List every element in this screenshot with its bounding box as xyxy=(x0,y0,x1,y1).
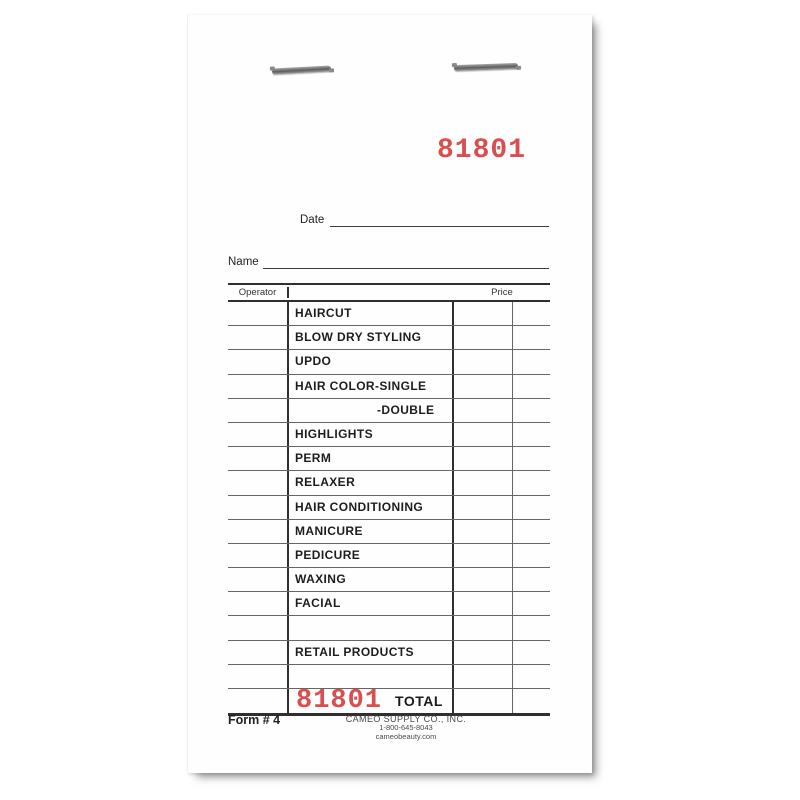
table-row xyxy=(228,592,550,616)
form-number: Form # 4 xyxy=(228,713,281,727)
service-label: HAIR CONDITIONING xyxy=(289,496,454,519)
service-label: FACIAL xyxy=(289,592,454,615)
price-cents-cell xyxy=(513,399,550,422)
price-cents-cell xyxy=(513,326,550,349)
serial-number-bottom: 81801 xyxy=(296,689,383,713)
price-dollars-cell xyxy=(454,641,513,664)
serial-number-top: 81801 xyxy=(437,135,527,166)
operator-cell xyxy=(228,350,289,373)
price-cents-cell xyxy=(513,665,550,688)
table-row xyxy=(228,423,550,447)
price-dollars-cell xyxy=(454,496,513,519)
price-dollars-cell xyxy=(454,375,513,398)
operator-cell xyxy=(228,423,289,446)
operator-cell xyxy=(228,689,289,713)
price-cents-cell xyxy=(513,641,550,664)
total-cell xyxy=(289,689,454,713)
total-label: TOTAL xyxy=(395,692,443,709)
operator-cell xyxy=(228,544,289,567)
price-cents-cell xyxy=(513,592,550,615)
price-cents-cell xyxy=(513,423,550,446)
service-label: PEDICURE xyxy=(289,544,454,567)
price-dollars-cell xyxy=(454,471,513,494)
total-row xyxy=(228,689,550,716)
operator-cell xyxy=(228,326,289,349)
table-row xyxy=(228,350,550,374)
operator-header: Operator xyxy=(228,287,289,298)
table-row xyxy=(228,568,550,592)
price-dollars-cell xyxy=(454,568,513,591)
price-dollars-cell xyxy=(454,447,513,470)
service-label: MANICURE xyxy=(289,520,454,543)
service-label: RELAXER xyxy=(289,471,454,494)
table-row xyxy=(228,399,550,423)
service-label: RETAIL PRODUCTS xyxy=(289,641,454,664)
operator-cell xyxy=(228,496,289,519)
price-dollars-cell xyxy=(454,520,513,543)
table-row xyxy=(228,616,550,640)
table-header-row xyxy=(228,285,550,302)
price-dollars-cell xyxy=(454,616,513,639)
price-cents-cell xyxy=(513,520,550,543)
price-dollars-cell xyxy=(454,350,513,373)
operator-cell xyxy=(228,665,289,688)
service-label: PERM xyxy=(289,447,454,470)
table-row xyxy=(228,641,550,665)
services-table xyxy=(228,283,550,716)
staple-left xyxy=(272,65,331,74)
service-label: HAIRCUT xyxy=(289,302,454,325)
price-cents-cell xyxy=(513,496,550,519)
table-row xyxy=(228,544,550,568)
table-row xyxy=(228,326,550,350)
name-label: Name xyxy=(228,256,259,268)
table-row xyxy=(228,496,550,520)
operator-cell xyxy=(228,641,289,664)
table-row xyxy=(228,665,550,689)
operator-cell xyxy=(228,471,289,494)
price-header: Price xyxy=(491,287,513,298)
staple-right xyxy=(454,63,518,71)
company-name: CAMEO SUPPLY CO., INC. xyxy=(345,714,467,724)
service-label: UPDO xyxy=(289,350,454,373)
service-label xyxy=(289,616,454,639)
service-label: HAIR COLOR-SINGLE xyxy=(289,375,454,398)
operator-cell xyxy=(228,616,289,639)
price-dollars-cell xyxy=(454,423,513,446)
operator-cell xyxy=(228,592,289,615)
price-cents-cell xyxy=(513,375,550,398)
operator-cell xyxy=(228,520,289,543)
table-row xyxy=(228,447,550,471)
service-label: WAXING xyxy=(289,568,454,591)
date-write-line xyxy=(330,226,549,227)
company-website: cameobeauty.com xyxy=(375,731,437,741)
price-cents-cell xyxy=(513,568,550,591)
price-cents-cell xyxy=(513,350,550,373)
table-row xyxy=(228,520,550,544)
price-cents-cell xyxy=(513,616,550,639)
service-label xyxy=(289,665,454,688)
table-row xyxy=(228,302,550,326)
price-dollars-cell xyxy=(454,399,513,422)
sales-slip-sheet xyxy=(187,14,592,773)
price-dollars-cell xyxy=(454,592,513,615)
operator-cell xyxy=(228,375,289,398)
price-dollars-cell xyxy=(454,302,513,325)
price-cents-cell xyxy=(513,302,550,325)
price-dollars-cell xyxy=(454,326,513,349)
price-cents-cell xyxy=(513,689,550,713)
company-phone: 1-800-645-8043 xyxy=(379,723,433,732)
operator-cell xyxy=(228,568,289,591)
table-row xyxy=(228,375,550,399)
price-cents-cell xyxy=(513,447,550,470)
service-label: -DOUBLE xyxy=(289,399,454,422)
price-cents-cell xyxy=(513,544,550,567)
operator-cell xyxy=(228,399,289,422)
service-label: HIGHLIGHTS xyxy=(289,423,454,446)
price-cents-cell xyxy=(513,471,550,494)
price-dollars-cell xyxy=(454,689,513,713)
operator-cell xyxy=(228,447,289,470)
price-dollars-cell xyxy=(454,544,513,567)
price-dollars-cell xyxy=(454,665,513,688)
company-info-block xyxy=(306,714,506,741)
date-label: Date xyxy=(300,214,325,226)
operator-cell xyxy=(228,302,289,325)
name-write-line xyxy=(263,268,549,269)
table-row xyxy=(228,471,550,495)
service-label: BLOW DRY STYLING xyxy=(289,326,454,349)
